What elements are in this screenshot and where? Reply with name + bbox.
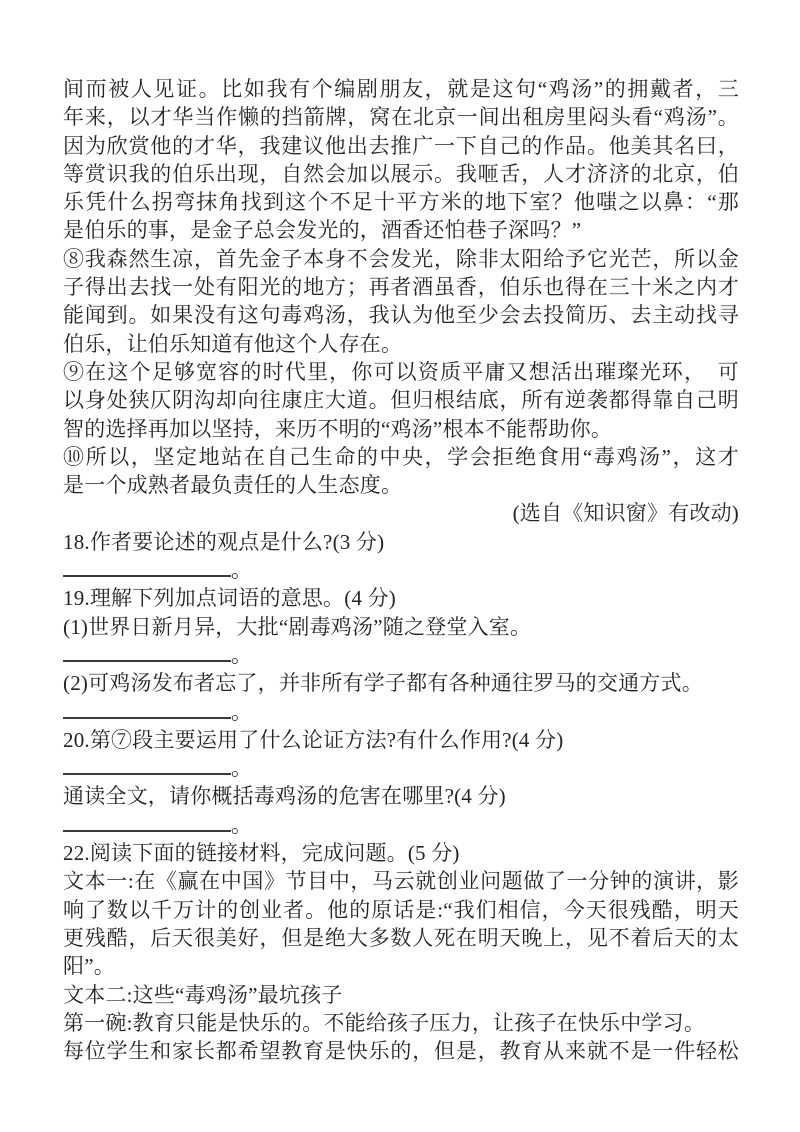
question-18: 18.作者要论述的观点是什么?(3 分) <box>63 529 385 554</box>
question-21: 通读全文，请你概括毒鸡汤的危害在哪里?(4 分) <box>63 784 506 809</box>
blank-period: 。 <box>231 812 253 837</box>
answer-blank-3 <box>63 698 739 726</box>
material-text-2-title: 文本二:这些“毒鸡汤”最坑孩子 <box>63 982 343 1007</box>
material-text-1-line-2: 响了数以千万计的创业者。他的原话是:“我们相信，今天很残酷，明天 <box>63 897 739 922</box>
question-22-stem: 22.阅读下面的链接材料，完成问题。(5 分) <box>63 841 460 866</box>
para-8-line-2: 子得出去找一处有阳光的地方；再者酒虽香，伯乐也得在三十米之内才 <box>63 275 739 300</box>
item-1-text: (1)世界日新月异，大批“剧毒鸡汤”随之 <box>63 614 426 639</box>
answer-blank-2 <box>63 641 739 669</box>
blank-period: 。 <box>231 642 253 667</box>
item-1-period: 。 <box>509 614 532 639</box>
document-body <box>63 75 739 1065</box>
answer-underline <box>63 698 231 719</box>
para-9-line-2: 以身处狭仄阴沟却向往康庄大道。但归根结底，所有逆袭都得靠自己明 <box>63 388 739 413</box>
material-text-1-line-1: 文本一:在《赢在中国》节目中，马云就创业问题做了一分钟的演讲，影 <box>63 869 739 894</box>
source-attribution: (选自《知识窗》有改动) <box>512 501 739 526</box>
answer-blank-5 <box>63 811 739 839</box>
para-7-cont-line-3: 因为欣赏他的才华，我建议他出去推广一下自己的作品。他美其名曰， <box>63 133 739 158</box>
para-9-line-3: 智的选择再加以坚持，来历不明的“鸡汤”根本不能帮助你。 <box>63 416 613 441</box>
question-19-item-2 <box>63 669 739 697</box>
para-8-line-1: ⑧我森然生凉，首先金子本身不会发光，除非太阳给予它光芒，所以金 <box>63 246 739 271</box>
item-2-period: 。 <box>681 671 703 696</box>
answer-underline <box>63 556 231 577</box>
para-8-line-3: 能闻到。如果没有这句毒鸡汤，我认为他至少会去投简历、去主动找寻 <box>63 303 739 328</box>
para-7-cont-line-4: 等赏识我的伯乐出现，自然会加以展示。我咂舌，人才济济的北京，伯 <box>63 161 739 186</box>
question-19-stem: 19.理解下列加点词语的意思。(4 分) <box>63 586 396 611</box>
para-8-line-4: 伯乐，让伯乐知道有他这个人存在。 <box>63 331 403 356</box>
answer-underline <box>63 641 231 662</box>
item-2-text: (2)可鸡汤发布者忘了，并非所有学子都有各种通往罗马的 <box>63 671 597 696</box>
para-7-cont-line-1: 间而被人见证。比如我有个编剧朋友，就是这句“鸡汤”的拥戴者，三 <box>63 77 739 101</box>
answer-underline <box>63 811 231 832</box>
answer-blank-1 <box>63 556 739 584</box>
answer-underline <box>63 754 231 775</box>
bowl-1-line-2: 每位学生和家长都希望教育是快乐的，但是，教育从来就不是一件轻松 <box>63 1039 739 1064</box>
bowl-1-line-1: 第一碗:教育只能是快乐的。不能给孩子压力，让孩子在快乐中学习。 <box>63 1010 706 1035</box>
para-10-line-2: 是一个成熟者最负责任的人生态度。 <box>63 473 403 498</box>
para-7-cont-line-6: 是伯乐的事，是金子总会发光的，酒香还怕巷子深吗？” <box>63 218 582 243</box>
blank-period: 。 <box>231 756 253 781</box>
material-text-1-line-4: 阳”。 <box>63 954 115 979</box>
question-19-item-1 <box>63 613 739 641</box>
para-7-cont-line-2: 年来，以才华当作懒的挡箭牌，窝在北京一间出租房里闷头看“鸡汤”。 <box>63 105 739 130</box>
para-9-line-1: ⑨在这个足够宽容的时代里，你可以资质平庸又想活出璀璨光环， 可 <box>63 359 739 384</box>
para-10-line-1: ⑩所以，坚定地站在自己生命的中央，学会拒绝食用“毒鸡汤”，这才 <box>63 444 739 469</box>
answer-blank-4 <box>63 754 739 782</box>
blank-period: 。 <box>231 699 253 724</box>
blank-period: 。 <box>231 558 253 583</box>
item-1-emphasized-phrase: 登堂入室 <box>425 614 510 639</box>
material-text-1-line-3: 更残酷，后天很美好，但是绝大多数人死在明天晚上，见不着后天的太 <box>63 925 739 950</box>
para-7-cont-line-5: 乐凭什么拐弯抹角找到这个不足十平方米的地下室？他嗤之以鼻：“那 <box>63 190 739 215</box>
item-2-emphasized-phrase: 交通方式 <box>596 671 682 696</box>
question-20: 20.第⑦段主要运用了什么论证方法?有什么作用?(4 分) <box>63 727 564 752</box>
